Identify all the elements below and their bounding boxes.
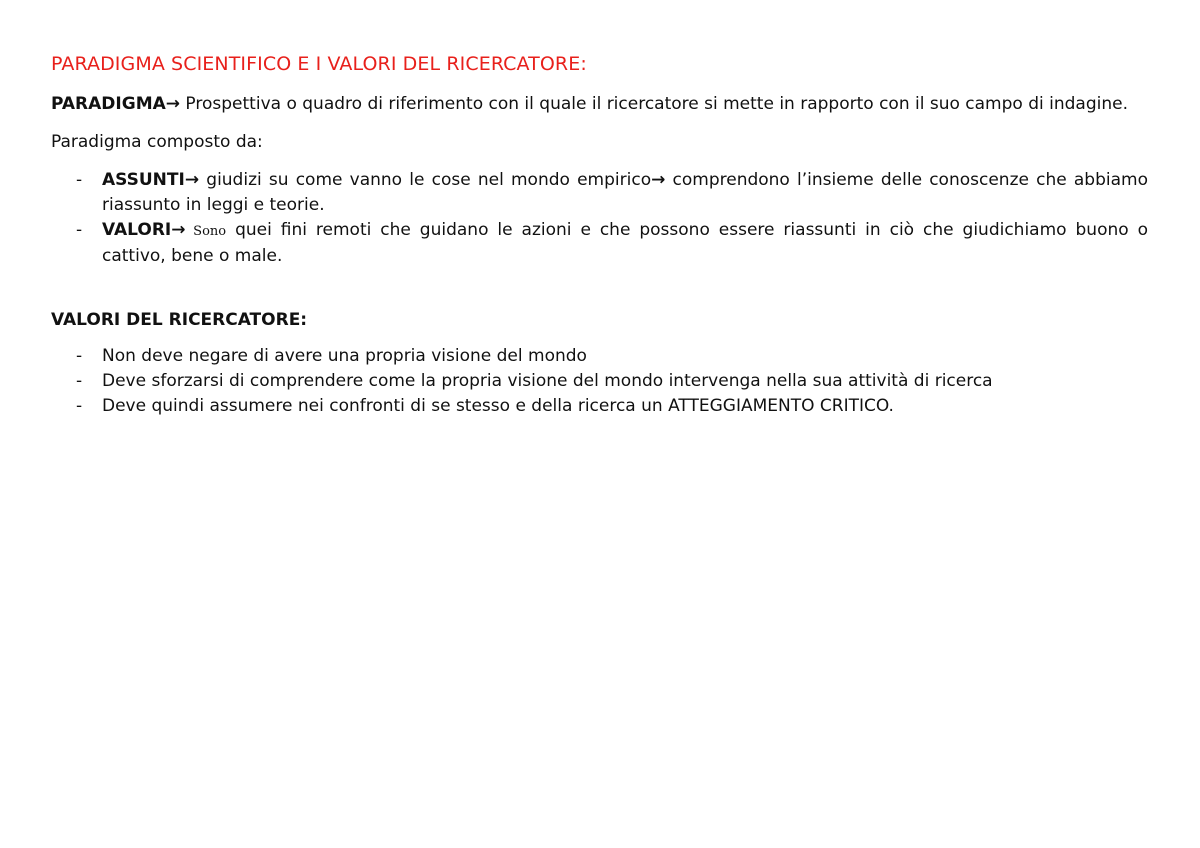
assunti-text-b: comprendono l’insieme delle conoscenze che abbiamo riassunto in leggi e teorie. — [102, 170, 1148, 215]
arrow-right-icon: → — [184, 170, 200, 190]
list-item — [51, 369, 1148, 394]
valori-ricercatore-list — [51, 344, 1148, 419]
valori-term: VALORI — [102, 220, 172, 240]
list-dash: - — [76, 346, 83, 366]
valori-ricercatore-heading: VALORI DEL RICERCATORE: — [51, 310, 308, 330]
assunti-text-a: giudizi su come vanno le cose nel mondo empirico — [199, 170, 652, 190]
valori-small-word: Sono — [185, 224, 227, 239]
arrow-right-icon: → — [171, 220, 186, 240]
paradigma-term: PARADIGMA — [51, 94, 166, 114]
list-item — [51, 344, 1148, 369]
valori-text: quei fini remoti che guidano le azioni e che possono essere riassunti in ciò che giudichiamo buono o cattivo, bene o male. — [102, 220, 1148, 266]
list-dash: - — [76, 396, 83, 416]
arrow-right-icon: → — [165, 94, 181, 114]
list-item-text: Non deve negare di avere una propria visione del mondo — [102, 346, 587, 366]
paradigma-definition — [51, 92, 1148, 117]
paradigma-definition-text: Prospettiva o quadro di riferimento con il quale il ricercatore si mette in rapporto con il suo campo di indagine. — [180, 94, 1128, 114]
document-page — [51, 52, 1148, 419]
paradigma-composto-label: Paradigma composto da: — [51, 132, 263, 152]
list-dash: - — [76, 371, 83, 391]
list-dash: - — [76, 220, 83, 240]
document-title: PARADIGMA SCIENTIFICO E I VALORI DEL RICERCATORE: — [51, 53, 587, 75]
list-item-text: Deve quindi assumere nei confronti di se stesso e della ricerca un ATTEGGIAMENTO CRITICO. — [102, 396, 894, 416]
list-item-valori — [51, 218, 1148, 269]
assunti-term: ASSUNTI — [102, 170, 185, 190]
list-item-assunti — [51, 168, 1148, 218]
section-spacer — [51, 269, 1148, 308]
list-item-text: Deve sforzarsi di comprendere come la propria visione del mondo intervenga nella sua attività di ricerca — [102, 371, 993, 391]
arrow-right-icon: → — [651, 170, 666, 190]
paradigma-components-list — [51, 168, 1148, 269]
list-item — [51, 394, 1148, 419]
list-dash: - — [76, 170, 83, 190]
